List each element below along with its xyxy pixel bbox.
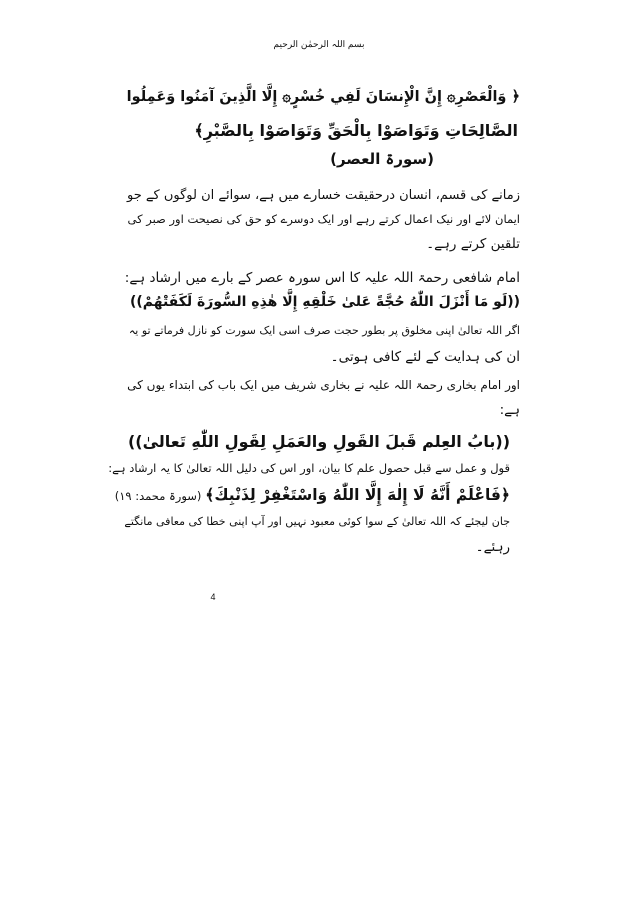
translation-line-3: تلقین کرتے رہے۔ (426, 236, 520, 252)
bukhari-intro-line-2: ہے: (499, 402, 520, 418)
page-number: 4 (210, 592, 216, 602)
bismillah: بسم اللہ الرحمٰن الرحیم (273, 40, 365, 50)
verse-translation-line-1: جان لیجئے کہ اللہ تعالیٰ کے سوا کوئی معبود نہیں اور آپ اپنی خطا کی معافی مانگتے (124, 515, 510, 528)
shafii-intro: امام شافعی رحمۃ اللہ علیہ کا اس سورہ عصر کے بارے میں ارشاد ہے: (124, 270, 520, 286)
bab-heading: ((بابُ العِلم قَبلَ القَولِ والعَمَلِ لِقَولِ اللّٰهِ تَعالىٰ)) (127, 432, 510, 451)
verse-text: ﴿فَاعْلَمْ أَنَّهُ لَا إِلٰهَ إِلَّا اللّٰهُ وَاسْتَغْفِرْ لِذَنْبِكَ﴾ (205, 486, 510, 504)
bukhari-intro-line-1: اور امام بخاری رحمۃ اللہ علیہ نے بخاری شریف میں ایک باب کی ابتداء یوں کی (127, 378, 520, 392)
surah-name: (سورۃ العصر) (330, 150, 434, 168)
verse-line (115, 486, 510, 505)
translation-line-2: ایمان لائے اور نیک اعمال کرتے رہے اور ایک دوسرے کو حق کی نصیحت اور صبر کی (127, 212, 520, 226)
explanation-line-2: ان کی ہدایت کے لئے کافی ہوتی۔ (330, 349, 520, 365)
explanation-line-1: اگر اللہ تعالیٰ اپنی مخلوق پر بطور حجت صرف اسی ایک سورت کو نازل فرماتے تو یہ (128, 324, 520, 337)
verse-reference: (سورۃ محمد: ۱۹) (114, 489, 202, 503)
surah-asr-line-2: الصَّالِحَاتِ وَتَوَاصَوْا بِالْحَقِّ وَتَوَاصَوْا بِالصَّبْرِ﴾ (194, 121, 518, 140)
shafii-quote: ((لَو مَا أَنْزَلَ اللّٰهُ حُجَّةً عَلىٰ خَلْقِهِ إِلَّا هٰذِهِ السُّورَةَ لَكَفَتْهُمْ)) (129, 294, 520, 310)
translation-line-1: زمانے کی قسم، انسان درحقیقت خسارے میں ہے، سوائے ان لوگوں کے جو (127, 188, 520, 203)
verse-translation-line-2: رہئے۔ (475, 539, 510, 555)
knowledge-before-action-line: قول و عمل سے قبل حصول علم کا بیان، اور اس کی دلیل اللہ تعالیٰ کا یہ ارشاد ہے: (108, 461, 510, 475)
surah-asr-line-1: ﴿ وَالْعَصْرِ۞ إِنَّ الْإِنسَانَ لَفِي خُسْرٍ۞ إِلَّا الَّذِينَ آمَنُوا وَعَمِلُوا (126, 89, 520, 105)
